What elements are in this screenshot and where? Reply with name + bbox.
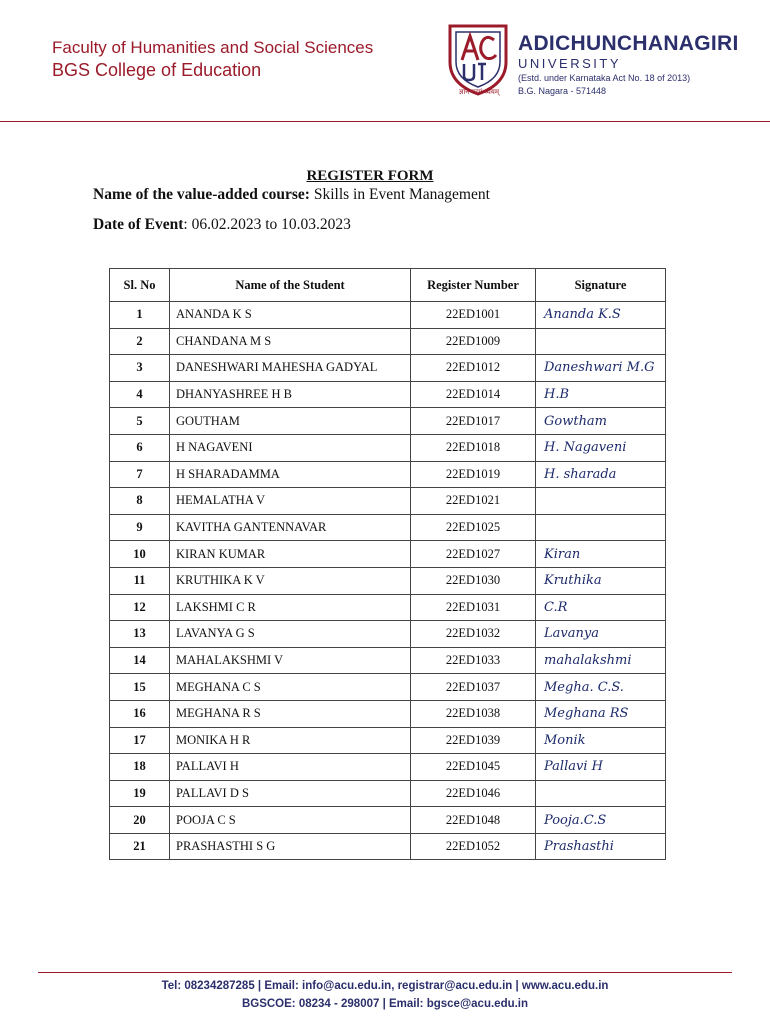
table-row [110,514,666,541]
student-name-cell: PALLAVI H [170,754,411,781]
signature-cell [536,780,666,807]
student-name-cell: KRUTHIKA K V [170,567,411,594]
signature-cell: Gowtham [536,408,666,435]
signature-cell: Pooja.C.S [536,807,666,834]
signature-cell: Monik [536,727,666,754]
register-number-cell: 22ED1021 [411,488,536,515]
table-row [110,674,666,701]
table-row [110,461,666,488]
table-row [110,647,666,674]
table-row [110,434,666,461]
header-divider [0,121,770,122]
sl-no-cell: 18 [110,754,170,781]
header-student-name: Name of the Student [170,269,411,302]
table-row [110,621,666,648]
sl-no-cell: 4 [110,381,170,408]
signature-cell: C.R [536,594,666,621]
signature-cell: H.B [536,381,666,408]
sl-no-cell: 19 [110,780,170,807]
sl-no-cell: 1 [110,302,170,329]
student-name-cell: MAHALAKSHMI V [170,647,411,674]
footer-divider [38,972,732,973]
form-title: REGISTER FORM [306,168,434,184]
sl-no-cell: 10 [110,541,170,568]
header-register-number: Register Number [411,269,536,302]
table-row [110,302,666,329]
register-number-cell: 22ED1017 [411,408,536,435]
student-name-cell: MONIKA H R [170,727,411,754]
table-body [110,302,666,860]
table-row [110,807,666,834]
student-name-cell: DANESHWARI MAHESHA GADYAL [170,355,411,382]
signature-cell: Kiran [536,541,666,568]
table-row [110,488,666,515]
student-name-cell: GOUTHAM [170,408,411,435]
student-name-cell: MEGHANA C S [170,674,411,701]
signature-cell [536,514,666,541]
register-number-cell: 22ED1052 [411,833,536,860]
header-signature: Signature [536,269,666,302]
table-row [110,355,666,382]
sl-no-cell: 17 [110,727,170,754]
register-number-cell: 22ED1039 [411,727,536,754]
student-name-cell: LAVANYA G S [170,621,411,648]
signature-cell: H. Nagaveni [536,434,666,461]
table-row [110,594,666,621]
sl-no-cell: 2 [110,328,170,355]
register-number-cell: 22ED1019 [411,461,536,488]
university-establishment: (Estd. under Karnataka Act No. 18 of 2013) [518,73,691,83]
signature-cell: Daneshwari M.G [536,355,666,382]
signature-cell: Megha. C.S. [536,674,666,701]
signature-cell [536,488,666,515]
student-name-cell: PALLAVI D S [170,780,411,807]
student-name-cell: POOJA C S [170,807,411,834]
date-label: Date of Event [93,216,184,233]
table-row [110,833,666,860]
register-number-cell: 22ED1032 [411,621,536,648]
footer-college-contact: BGSCOE: 08234 - 298007 | Email: bgsce@acu.edu.in [241,998,529,1010]
register-number-cell: 22ED1012 [411,355,536,382]
register-number-cell: 22ED1045 [411,754,536,781]
signature-cell: Pallavi H [536,754,666,781]
sl-no-cell: 21 [110,833,170,860]
table-row [110,408,666,435]
sl-no-cell: 12 [110,594,170,621]
student-name-cell: H NAGAVENI [170,434,411,461]
student-name-cell: KIRAN KUMAR [170,541,411,568]
register-number-cell: 22ED1037 [411,674,536,701]
register-number-cell: 22ED1014 [411,381,536,408]
date-value: : 06.02.2023 to 10.03.2023 [183,216,351,233]
register-number-cell: 22ED1009 [411,328,536,355]
student-name-cell: HEMALATHA V [170,488,411,515]
register-table [109,268,666,860]
signature-cell: Prashasthi [536,833,666,860]
table-header-row [110,269,666,302]
letterhead [0,0,770,124]
header-sl-no: Sl. No [110,269,170,302]
sl-no-cell: 15 [110,674,170,701]
table-row [110,567,666,594]
sl-no-cell: 11 [110,567,170,594]
signature-cell: Lavanya [536,621,666,648]
sl-no-cell: 7 [110,461,170,488]
sl-no-cell: 20 [110,807,170,834]
student-name-cell: KAVITHA GANTENNAVAR [170,514,411,541]
student-name-cell: LAKSHMI C R [170,594,411,621]
register-number-cell: 22ED1048 [411,807,536,834]
table-row [110,541,666,568]
course-label: Name of the value-added course: [93,186,310,203]
sl-no-cell: 9 [110,514,170,541]
sl-no-cell: 8 [110,488,170,515]
register-number-cell: 22ED1038 [411,700,536,727]
university-name: ADICHUNCHANAGIRI [518,32,739,55]
register-number-cell: 22ED1031 [411,594,536,621]
date-line [93,216,351,234]
university-subtitle: UNIVERSITY [518,56,622,71]
footer-contact: Tel: 08234287285 | Email: info@acu.edu.in, registrar@acu.edu.in | www.acu.edu.in [161,980,609,992]
sl-no-cell: 13 [110,621,170,648]
sl-no-cell: 6 [110,434,170,461]
register-number-cell: 22ED1046 [411,780,536,807]
sl-no-cell: 5 [110,408,170,435]
table-row [110,328,666,355]
faculty-name: Faculty of Humanities and Social Sciences [52,38,374,57]
sl-no-cell: 14 [110,647,170,674]
student-name-cell: PRASHASTHI S G [170,833,411,860]
college-name: BGS College of Education [52,60,262,80]
student-name-cell: MEGHANA R S [170,700,411,727]
register-number-cell: 22ED1033 [411,647,536,674]
signature-cell: Meghana RS [536,700,666,727]
sl-no-cell: 16 [110,700,170,727]
acu-crest-icon [444,22,512,96]
register-number-cell: 22ED1001 [411,302,536,329]
register-number-cell: 22ED1025 [411,514,536,541]
register-number-cell: 22ED1027 [411,541,536,568]
student-name-cell: ANANDA K S [170,302,411,329]
student-name-cell: H SHARADAMMA [170,461,411,488]
logo-motto: ज्ञानं परमं ध्येयम् [458,89,500,96]
table-row [110,754,666,781]
signature-cell: H. sharada [536,461,666,488]
student-name-cell: CHANDANA M S [170,328,411,355]
sl-no-cell: 3 [110,355,170,382]
signature-cell [536,328,666,355]
signature-cell: Ananda K.S [536,302,666,329]
student-name-cell: DHANYASHREE H B [170,381,411,408]
table-row [110,700,666,727]
university-address: B.G. Nagara - 571448 [518,86,607,96]
signature-cell: mahalakshmi [536,647,666,674]
signature-cell: Kruthika [536,567,666,594]
table-row [110,780,666,807]
course-value: Skills in Event Management [313,186,490,203]
table-row [110,727,666,754]
table-row [110,381,666,408]
register-number-cell: 22ED1018 [411,434,536,461]
course-line [93,186,490,204]
register-number-cell: 22ED1030 [411,567,536,594]
